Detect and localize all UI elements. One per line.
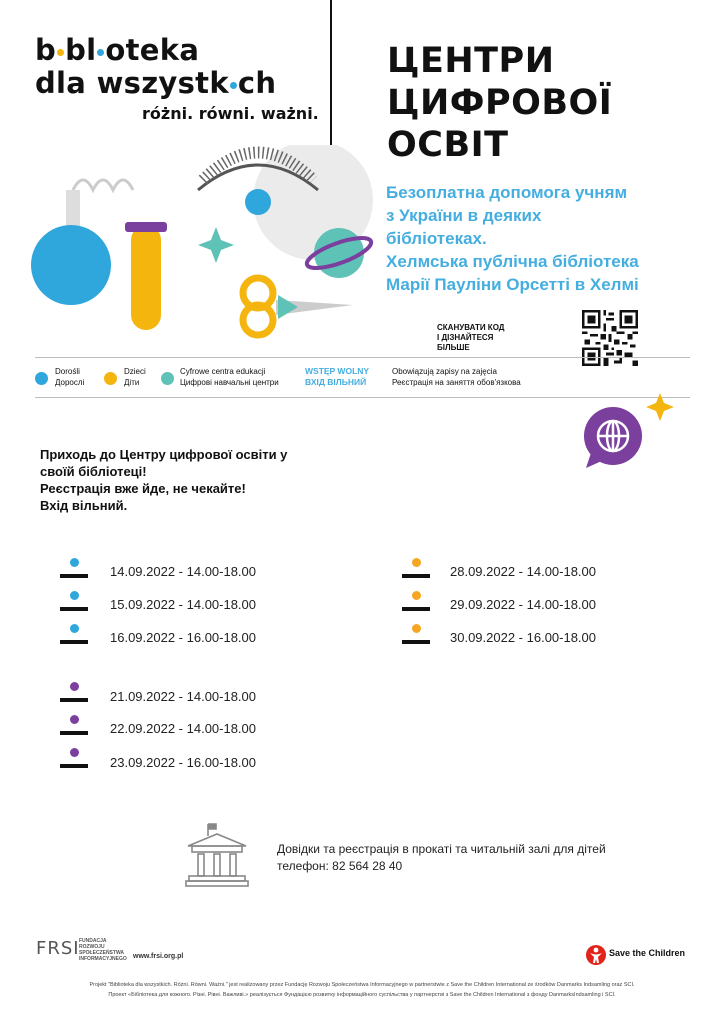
schedule-children <box>402 558 662 658</box>
save-the-children-logo: Save the Children <box>609 948 686 958</box>
date-marker <box>402 591 430 621</box>
registration-required-label: Obowiązują zapisy na zajęcia Реєстрація на заняття обов'язкова <box>392 367 521 387</box>
schedule-digital <box>60 682 320 782</box>
date-item: 29.09.2022 - 14.00-18.00 <box>450 597 597 612</box>
legend-adults: Dorośli Дорослі <box>55 367 85 387</box>
planet-icon <box>314 228 364 278</box>
date-item: 16.09.2022 - 16.00-18.00 <box>110 630 257 645</box>
test-tube-icon <box>131 225 161 330</box>
scan-label: СКАНУВАТИ КОД І ДІЗНАЙТЕСЯ БІЛЬШЕ <box>437 323 505 352</box>
yellow-dot <box>57 49 64 56</box>
footer-ua: Проект «Бібліотека для кожного. Різні. Рівні. Важливі.» реалізується Фундацією розвитку інформаційного суспільства у партнерстві з Save the Children International з фонду DanmarksIndsamling і SCI. <box>108 992 616 998</box>
library-building-icon <box>184 822 250 888</box>
blue-dot <box>230 82 237 89</box>
page-title: ЦЕНТРИ ЦИФРОВОЇ ОСВІТ <box>387 41 613 165</box>
date-item: 22.09.2022 - 14.00-18.00 <box>110 721 257 736</box>
globe-icon <box>598 421 628 451</box>
frsi-subtitle: FUNDACJA ROZWOJU SPOŁECZEŃSTWA INFORMACYJNEGO <box>79 938 127 962</box>
date-item: 23.09.2022 - 16.00-18.00 <box>110 755 257 770</box>
tube-coil <box>73 180 133 190</box>
frsi-logo: FRSI <box>36 938 80 959</box>
frsi-url[interactable]: www.frsi.org.pl <box>133 953 184 960</box>
science-illustration <box>28 145 388 345</box>
flask-neck <box>66 190 80 230</box>
footer-pl: Projekt "Biblioteka dla wszystkich. Różni. Równi. Ważni." jest realizowany przez Fundację Rozwoju Społeczeństwa Informacyjnego w partnerstwie z Save the Children International ze środków Danmarks Indsamling oraz SCI. <box>89 982 635 988</box>
blue-dot <box>97 49 104 56</box>
date-marker <box>60 682 88 712</box>
separator <box>35 357 690 358</box>
legend-digital-centers: Cyfrowe centra edukacji Цифрові навчальні центри <box>180 367 279 387</box>
date-marker <box>60 591 88 621</box>
adults-dot <box>35 372 48 385</box>
digital-centers-dot <box>161 372 174 385</box>
legend-children: Dzieci Діти <box>124 367 146 387</box>
date-item: 15.09.2022 - 14.00-18.00 <box>110 597 257 612</box>
contact-info: Довідки та реєстрація в прокаті та читальній залі для дітей телефон: 82 564 28 40 <box>277 842 606 873</box>
logo-tagline: różni. równi. ważni. <box>142 104 319 123</box>
date-item: 21.09.2022 - 14.00-18.00 <box>110 689 257 704</box>
date-item: 14.09.2022 - 14.00-18.00 <box>110 564 257 579</box>
children-dot <box>104 372 117 385</box>
date-marker <box>60 748 88 778</box>
subtitle: Безоплатна допомога учням з України в деяких бібліотеках. Хелмська публічна бібліотека Марії Пауліни Орсетті в Хелмі <box>386 183 639 294</box>
star-icon <box>646 393 674 421</box>
date-item: 28.09.2022 - 14.00-18.00 <box>450 564 597 579</box>
test-tube-cap <box>125 222 167 232</box>
eye-pupil <box>245 189 271 215</box>
schedule-adults <box>60 558 320 658</box>
sparkle-icon <box>198 227 234 263</box>
date-marker <box>60 558 88 588</box>
date-marker <box>60 715 88 745</box>
date-marker <box>60 624 88 654</box>
date-item: 30.09.2022 - 16.00-18.00 <box>450 630 597 645</box>
free-entry-label: WSTĘP WOLNY ВХІД ВІЛЬНИЙ <box>305 366 370 387</box>
flask-icon <box>31 225 111 305</box>
date-marker <box>402 558 430 588</box>
intro-text: Приходь до Центру цифрової освіти у своїй бібліотеці! Реєстрація вже йде, не чекайте! Вхід вільний. <box>40 447 288 513</box>
save-the-children-icon <box>585 944 607 966</box>
divider-line <box>330 0 332 146</box>
globe-chat-icon <box>582 390 682 470</box>
library-logo: b bl oteka dla wszystk ch różni. równi. ważni. <box>35 33 319 123</box>
date-marker <box>402 624 430 654</box>
